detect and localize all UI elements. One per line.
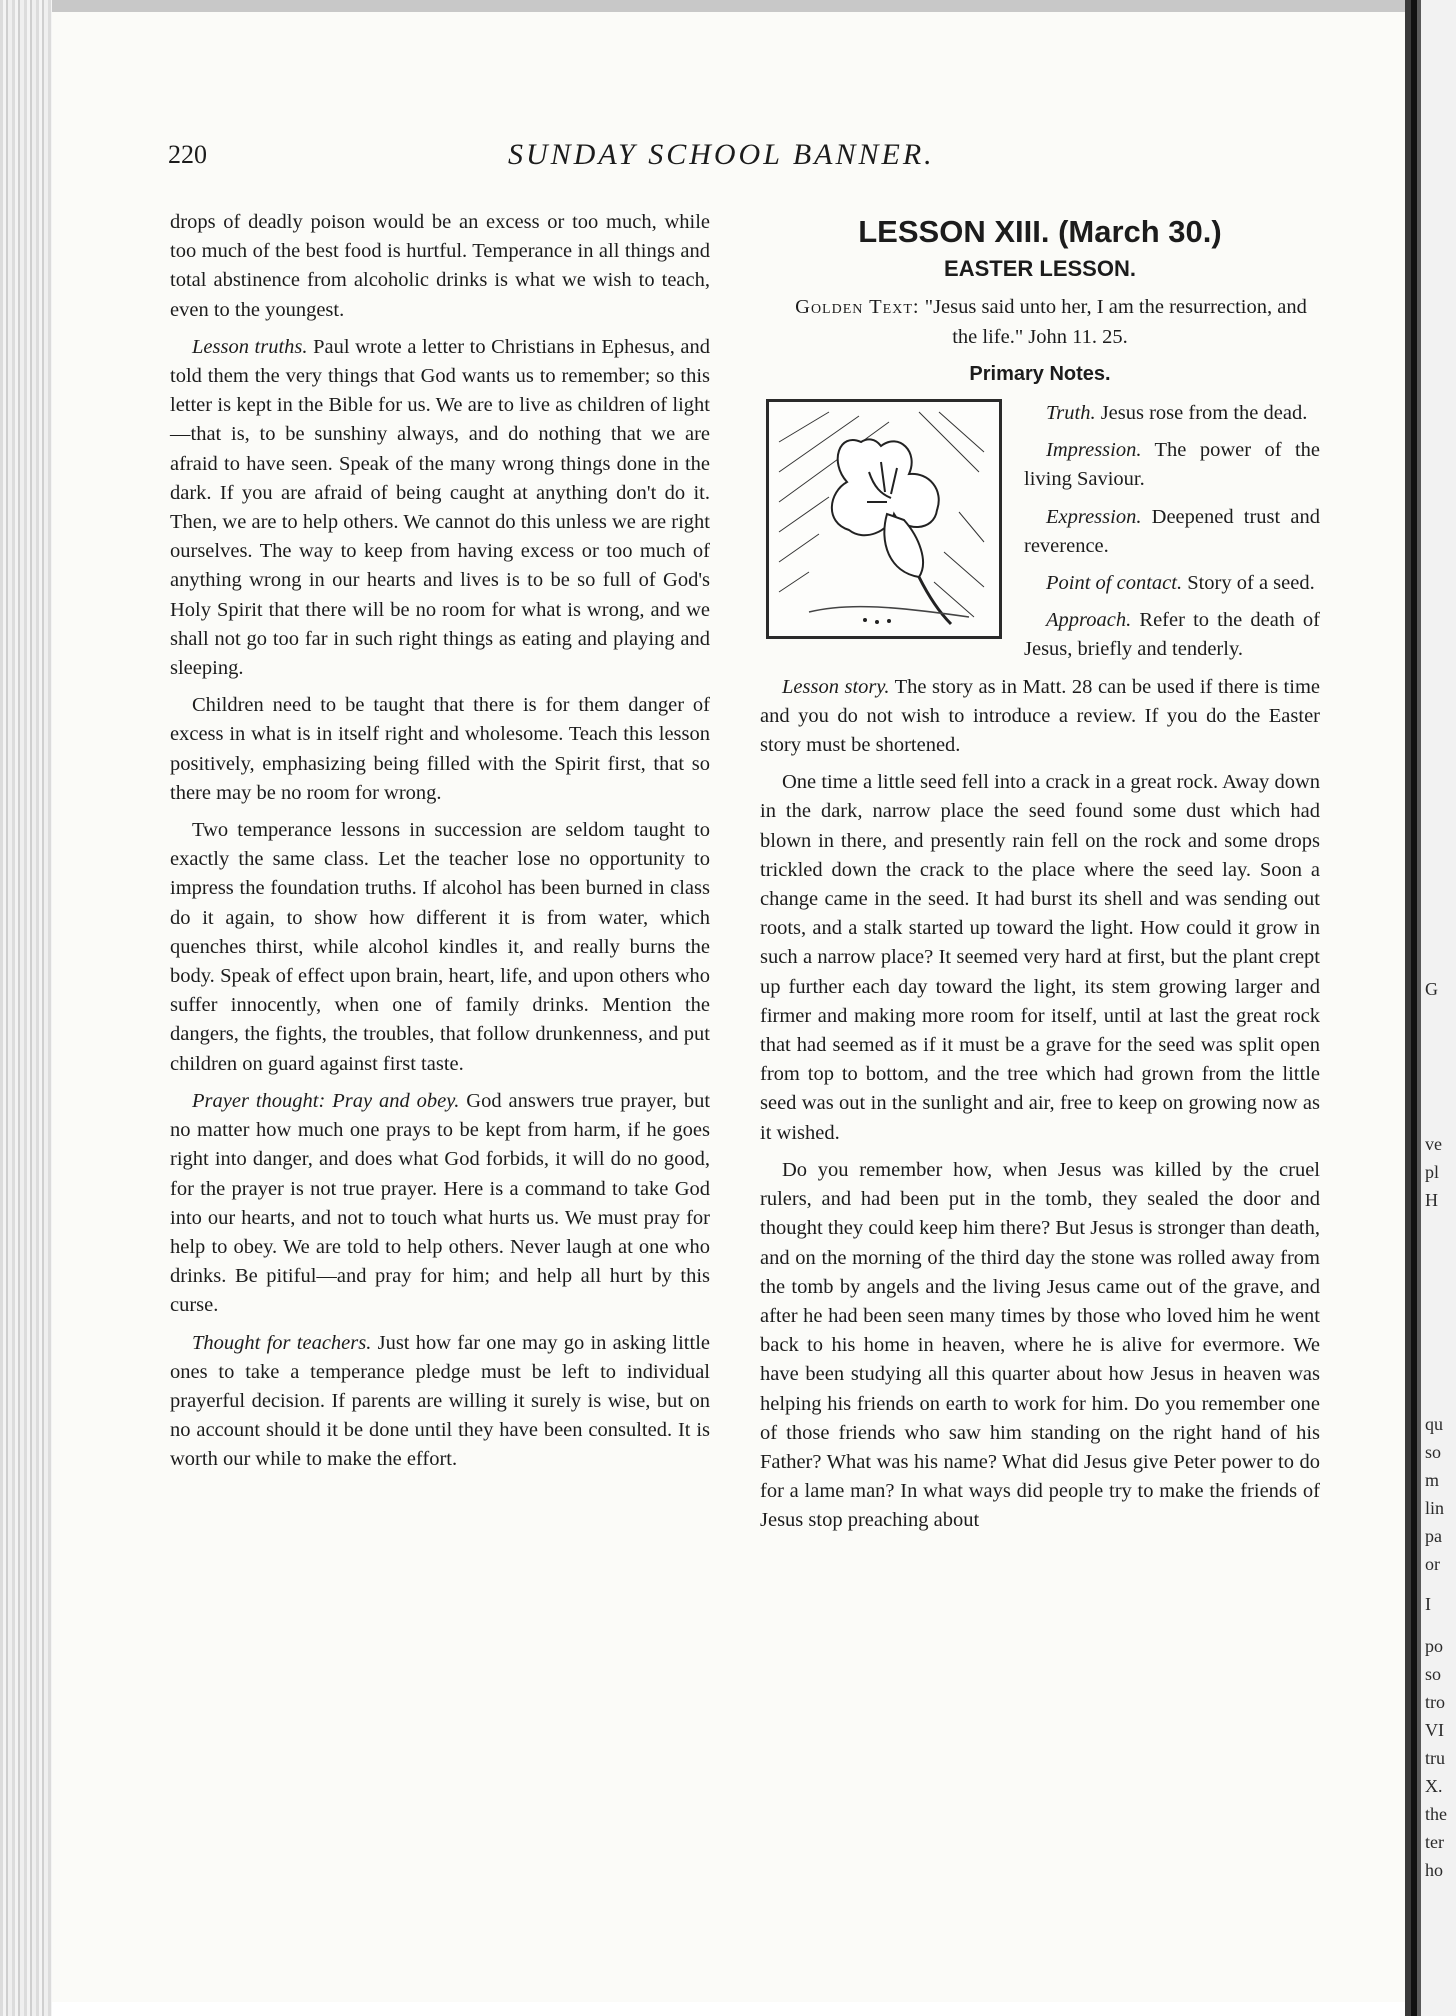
lead-in: Lesson truths. bbox=[192, 335, 308, 358]
lead-in: Point of contact. bbox=[1046, 572, 1183, 595]
bleed-fragment: pl bbox=[1425, 1162, 1440, 1182]
right-column bbox=[760, 215, 1320, 1544]
bleed-fragment: tru bbox=[1425, 1748, 1445, 1768]
paragraph-easter-story: Do you remember how, when Jesus was killed by the cruel rulers, and had been put in the tomb, they sealed the door and thought they could keep him there? But Jesus is stronger than death, and on the morning of the third day the stone was rolled away from the tomb by angels and the living Jesus came out of the grave, and after he had been seen many times by those who loved him he went back to his home in heaven, where he is alive for evermore. We have been studying all this quarter about how Jesus in heaven was helping his friends on earth to work for him. Do you remember one of those friends who saw him standing on the right hand of his Father? What was his name? What did Jesus give Peter power to do for a lame man? In what ways did people try to make the friends of Jesus stop preaching about bbox=[760, 1158, 1320, 1532]
lead-in: Lesson story. bbox=[782, 675, 890, 698]
bleed-fragment: m bbox=[1425, 1470, 1440, 1490]
lead-in: Approach. bbox=[1046, 609, 1132, 632]
note-text: Jesus rose from the dead. bbox=[1100, 402, 1308, 425]
bleed-fragment: I bbox=[1425, 1594, 1431, 1614]
bleed-fragment: so bbox=[1425, 1664, 1442, 1684]
bleed-fragment: tro bbox=[1425, 1692, 1445, 1712]
primary-notes-heading: Primary Notes. bbox=[969, 362, 1111, 385]
paragraph-text: Just how far one may go in asking little ones to take a temperance pledge must be left to individual prayerful decision. If parents are willing it surely is wise, but on no account should it be done until they have been consulted. It is worth our while to make the effort. bbox=[170, 1331, 710, 1471]
bleed-fragment: lin bbox=[1425, 1498, 1445, 1518]
note-text: Story of a seed. bbox=[1187, 572, 1315, 595]
bleed-fragment: G bbox=[1425, 979, 1438, 999]
page-edges-left bbox=[0, 0, 52, 2016]
bleed-fragment: po bbox=[1425, 1636, 1443, 1656]
paragraph-prayer-thought bbox=[170, 1087, 710, 1321]
paragraph: Children need to be taught that there is for them danger of excess in what is in itself right and wholesome. Teach this lesson positively, emphasizing being filled with the Spirit first, that so there may be no room for wrong. bbox=[170, 694, 710, 804]
bleed-fragment: so bbox=[1425, 1442, 1442, 1462]
bleed-fragment: qu bbox=[1425, 1414, 1443, 1434]
paragraph-text: The story as in Matt. 28 can be used if there is time and you do not wish to introduce a review. If you do the Easter story must be shortened. bbox=[760, 675, 1320, 757]
golden-text bbox=[760, 293, 1320, 351]
bleed-fragment: ter bbox=[1425, 1832, 1444, 1852]
lead-in: Expression. bbox=[1046, 505, 1142, 528]
paragraph-text: Paul wrote a letter to Christians in Ephesus, and told them the very things that God wants us to remember; so this letter is kept in the Bible for us. We are to live as children of light—that is, to be sunshiny always, and do nothing that we are afraid to have seen. Speak of the many wrong things done in the dark. If you are afraid of being caught at anything don't do it. Then, we are to help others. We cannot do this unless we are right ourselves. The way to keep from having excess or too much of anything wrong in our hearts and lives is to be so full of God's Holy Spirit that there will be no room for what is wrong, and we shall not go too far in such right things as eating and playing and sleeping. bbox=[170, 335, 711, 680]
lead-in: Prayer thought: Pray and obey. bbox=[192, 1089, 460, 1112]
note-text: The power of the living Saviour. bbox=[1024, 439, 1320, 491]
golden-text-quote: "Jesus said unto her, I am the resurrection, and the life." John 11. 25. bbox=[924, 296, 1307, 348]
lesson-title: LESSON XIII. (March 30.) bbox=[858, 214, 1222, 249]
left-column bbox=[170, 208, 710, 1483]
lesson-subtitle: EASTER LESSON. bbox=[944, 256, 1136, 282]
bleed-fragment: VI bbox=[1425, 1720, 1444, 1740]
paragraph-text: God answers true prayer, but no matter how much one prays to be kept from harm, if he goes right into danger, and does what God forbids, it will do no good, for the prayer is not true prayer. Here is a command to take God into our hearts, and not to touch what hurts us. We must pray for help to obey. We are told to help others. Never laugh at one who drinks. Be pitiful—and pray for him; and help all hurt by this curse. bbox=[170, 1089, 711, 1317]
paragraph: Two temperance lessons in succession are seldom taught to exactly the same class. Let the teacher lose no opportunity to impress the foundation truths. If alcohol has been burned in class do it again, to show how different it is from water, which quenches thirst, while alcohol kindles it, and really burns the body. Speak of effect upon brain, heart, life, and upon others who suffer innocently, when one of family drinks. Mention the dangers, the fights, the troubles, that follow drunkenness, and put children on guard against first taste. bbox=[170, 819, 710, 1075]
running-title: SUNDAY SCHOOL BANNER. bbox=[508, 138, 935, 171]
bleed-fragment: ve bbox=[1425, 1134, 1442, 1154]
page-number: 220 bbox=[168, 140, 207, 169]
lead-in: Thought for teachers. bbox=[192, 1331, 372, 1354]
paragraph: drops of deadly poison would be an excess or too much, while too much of the best food is hurtful. Temperance in all things and total abstinence from alcoholic drinks is what we wish to teach, even to the youngest. bbox=[170, 211, 710, 321]
lily-illustration bbox=[766, 399, 1002, 639]
bleed-fragment: the bbox=[1425, 1804, 1447, 1824]
bleed-fragment: or bbox=[1425, 1554, 1440, 1574]
paragraph-lesson-truths bbox=[170, 333, 710, 683]
paragraph-thought-for-teachers bbox=[170, 1329, 710, 1475]
note-text: Refer to the death of Jesus, briefly and tenderly. bbox=[1024, 609, 1321, 661]
page-header bbox=[168, 140, 1298, 184]
paragraph-seed-story: One time a little seed fell into a crack in a great rock. Away down in the dark, narrow place the seed found some dust which had blown in there, and presently rain fell on the rock and some drops trickled down the crack to the place where the seed lay. Soon a change came in the seed. It had burst its shell and was sending out roots, and a stalk started up toward the light. How could it grow in such a narrow place? It seemed very hard at first, but the plant crept up further each day toward the light, its stem growing larger and firmer and making more room for itself, until at last the great rock that had seemed as if it must be a grave for the seed was split open from top to bottom, and the tree which had grown from the little seed was out in the sunlight and air, free to keep on growing now as it wished. bbox=[760, 771, 1320, 1144]
note-text: Deepened trust and reverence. bbox=[1024, 505, 1321, 557]
golden-text-label: Golden Text: bbox=[795, 296, 920, 319]
lead-in: Impression. bbox=[1046, 439, 1142, 462]
bleed-fragment: H bbox=[1425, 1190, 1438, 1210]
bleed-fragment: ho bbox=[1425, 1860, 1443, 1880]
paragraph-lesson-story bbox=[760, 673, 1320, 761]
primary-notes bbox=[760, 399, 1320, 673]
bleed-fragment: pa bbox=[1425, 1526, 1442, 1546]
bleed-fragment: X. bbox=[1425, 1776, 1443, 1796]
lead-in: Truth. bbox=[1046, 402, 1096, 425]
